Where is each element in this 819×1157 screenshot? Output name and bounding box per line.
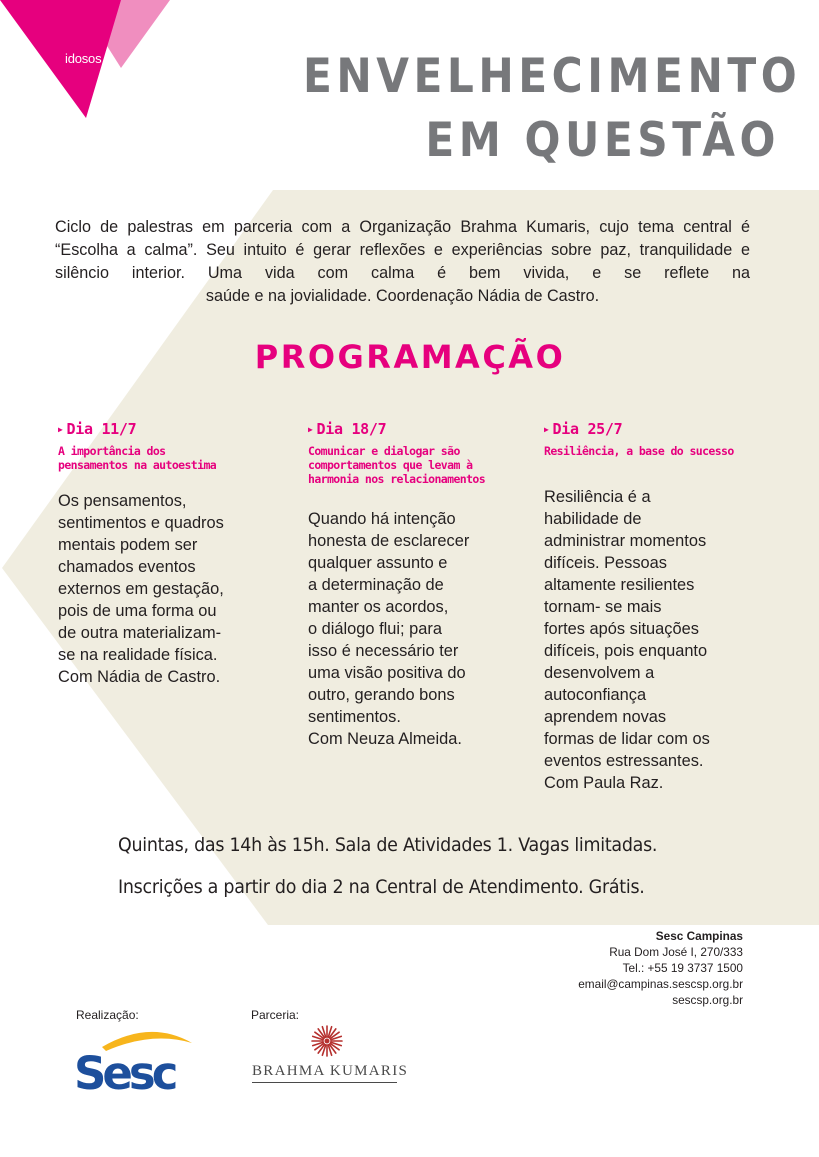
session-body-line: sentimentos. bbox=[308, 708, 401, 726]
session-subtitle-line: Resiliência, a base do sucesso bbox=[544, 444, 734, 458]
session-body-line: Resiliência é a bbox=[544, 488, 651, 506]
emblem-center bbox=[325, 1039, 330, 1044]
session-body-line: uma visão positiva do bbox=[308, 664, 466, 682]
session-body-line: altamente resilientes bbox=[544, 576, 695, 594]
session-body-line: Com Paula Raz. bbox=[544, 774, 664, 792]
session-body-line: pois de uma forma ou bbox=[58, 602, 217, 620]
contact-name: Sesc Campinas bbox=[655, 929, 743, 943]
session-body-line: externos em gestação, bbox=[58, 580, 224, 598]
session-body-line: fortes após situações bbox=[544, 620, 699, 638]
schedule-info: Quintas, das 14h às 15h. Sala de Atividades 1. Vagas limitadas. bbox=[118, 834, 658, 856]
session-body-line: habilidade de bbox=[544, 510, 642, 528]
registration-info: Inscrições a partir do dia 2 na Central de Atendimento. Grátis. bbox=[118, 876, 645, 898]
arrow-icon: ▶ bbox=[58, 425, 63, 434]
session-body bbox=[58, 490, 283, 688]
category-tag: idosos bbox=[65, 51, 102, 66]
session-day: ▶ Dia 18/7 bbox=[308, 420, 387, 438]
session-column-3 bbox=[544, 420, 784, 794]
session-subtitle-line: comportamentos que levam à bbox=[308, 458, 473, 472]
session-body bbox=[308, 508, 538, 750]
session-body-line: Com Neuza Almeida. bbox=[308, 730, 462, 748]
session-subtitle-line: pensamentos na autoestima bbox=[58, 458, 217, 472]
realizacao-label: Realização: bbox=[76, 1008, 139, 1022]
session-body-line: Quando há intenção bbox=[308, 510, 456, 528]
session-subtitle bbox=[544, 444, 784, 458]
session-body-line: mentais podem ser bbox=[58, 536, 198, 554]
session-subtitle-line: harmonia nos relacionamentos bbox=[308, 472, 486, 486]
programacao-heading: PROGRAMAÇÃO bbox=[254, 338, 566, 376]
brahma-kumaris-logo-text: BRAHMA KUMARIS bbox=[252, 1063, 409, 1079]
session-subtitle-line: A importância dos bbox=[58, 444, 166, 458]
session-body-line: autoconfiança bbox=[544, 686, 647, 704]
intro-last-line: saúde e na jovialidade. Coordenação Nádia de Castro. bbox=[205, 287, 600, 305]
session-body-line: se na realidade física. bbox=[58, 646, 218, 664]
arrow-icon: ▶ bbox=[308, 425, 313, 434]
session-body-line: chamados eventos bbox=[58, 558, 196, 576]
session-day: ▶ Dia 25/7 bbox=[544, 420, 623, 438]
session-body-line: Os pensamentos, bbox=[58, 492, 187, 510]
session-day: ▶ Dia 11/7 bbox=[58, 420, 137, 438]
session-body-line: difíceis, pois enquanto bbox=[544, 642, 708, 660]
pink-triangle-magenta bbox=[0, 0, 121, 118]
session-subtitle bbox=[58, 444, 283, 472]
session-body-line: a determinação de bbox=[308, 576, 444, 594]
session-body-line: tornam- se mais bbox=[544, 598, 662, 616]
contact-email[interactable]: email@campinas.sescsp.org.br bbox=[578, 977, 743, 991]
session-body-line: eventos estressantes. bbox=[544, 752, 704, 770]
session-body-line: sentimentos e quadros bbox=[58, 514, 224, 532]
session-body bbox=[544, 486, 784, 794]
session-body-line: honesta de esclarecer bbox=[308, 532, 470, 550]
session-column-2 bbox=[308, 420, 538, 750]
sesc-logo bbox=[70, 1025, 200, 1095]
contact-website[interactable]: sescsp.org.br bbox=[672, 993, 743, 1007]
session-column-1 bbox=[58, 420, 283, 688]
session-body-line: qualquer assunto e bbox=[308, 554, 448, 572]
session-body-line: manter os acordos, bbox=[308, 598, 449, 616]
brahma-kumaris-underline bbox=[252, 1082, 397, 1083]
svg-text:Sesc: Sesc bbox=[74, 1047, 175, 1095]
session-body-line: isso é necessário ter bbox=[308, 642, 459, 660]
session-body-line: formas de lidar com os bbox=[544, 730, 710, 748]
session-body-line: o diálogo flui; para bbox=[308, 620, 442, 638]
session-subtitle bbox=[308, 444, 538, 486]
page-title-line2: EM QUESTÃO bbox=[425, 113, 780, 168]
session-body-line: aprendem novas bbox=[544, 708, 667, 726]
arrow-icon: ▶ bbox=[544, 425, 549, 434]
session-subtitle-line: Comunicar e dialogar são bbox=[308, 444, 460, 458]
parceria-label: Parceria: bbox=[251, 1008, 300, 1022]
contact-phone: Tel.: +55 19 3737 1500 bbox=[622, 961, 743, 975]
intro-paragraph bbox=[55, 216, 750, 308]
brahma-kumaris-emblem-icon bbox=[310, 1023, 344, 1059]
contact-address: Rua Dom José I, 270/333 bbox=[609, 945, 743, 959]
session-body-line: desenvolvem a bbox=[544, 664, 655, 682]
intro-text: Ciclo de palestras em parceria com a Organização Brahma Kumaris, cujo tema central é “Escolha a calma”. Seu intuito é gerar reflexões e experiências sobre paz, tranquilidade e silêncio interior. Uma vida com calma é bem vivida, e se reflete na bbox=[55, 218, 750, 282]
session-body-line: de outra materializam- bbox=[58, 624, 222, 642]
session-body-line: administrar momentos bbox=[544, 532, 707, 550]
contact-block bbox=[578, 928, 743, 1008]
session-body-line: outro, gerando bons bbox=[308, 686, 455, 704]
page-title-line1: ENVELHECIMENTO bbox=[303, 49, 802, 104]
session-body-line: Com Nádia de Castro. bbox=[58, 668, 221, 686]
session-body-line: difíceis. Pessoas bbox=[544, 554, 667, 572]
